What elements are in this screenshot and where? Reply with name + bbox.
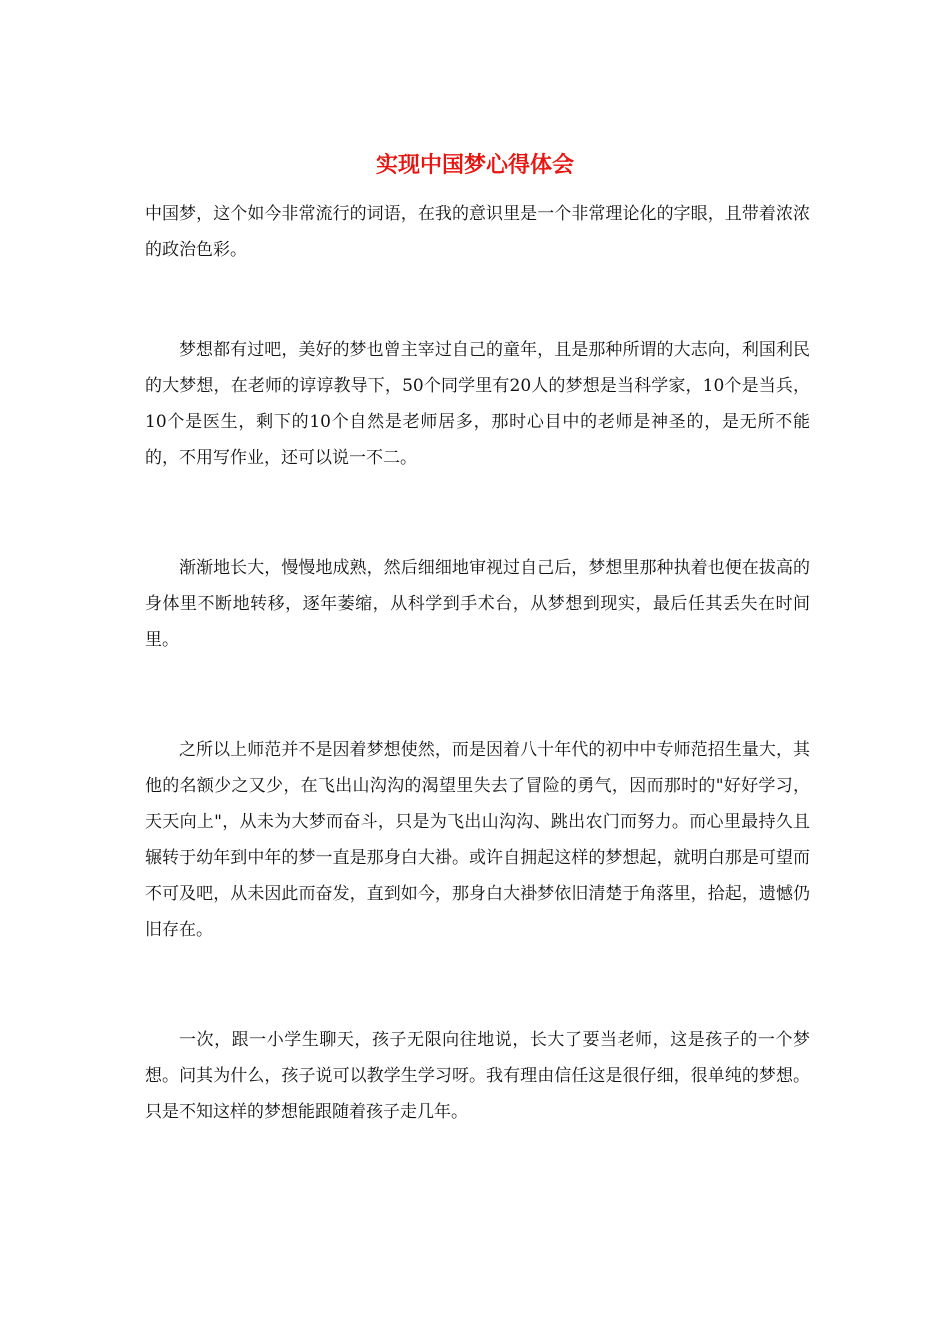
document-title: 实现中国梦心得体会: [375, 152, 574, 178]
paragraph-4: 之所以上师范并不是因着梦想使然，而是因着八十年代的初中中专师范招生量大，其他的名额少之又少，在飞出山沟沟的渴望里失去了冒险的勇气，因而那时的"好好学习，天天向上"，从未为大梦而奋斗，只是为飞出山沟沟、跳出农门而努力。而心里最持久且辗转于幼年到中年的梦一直是那身白大褂。或许自拥起这样的梦想起，就明白那是可望而不可及吧，从未因此而奋发，直到如今，那身白大褂梦依旧清楚于角落里，拾起，遗憾仍旧存在。: [145, 740, 810, 940]
paragraph-5: 一次，跟一小学生聊天，孩子无限向往地说，长大了要当老师，这是孩子的一个梦想。问其为什么，孩子说可以教学生学习呀。我有理由信任这是很仔细，很单纯的梦想。只是不知这样的梦想能跟随着孩子走几年。: [145, 1030, 810, 1122]
paragraph-3: 渐渐地长大，慢慢地成熟，然后细细地审视过自己后，梦想里那种执着也便在拔高的身体里不断地转移，逐年萎缩，从科学到手术台，从梦想到现实，最后任其丢失在时间里。: [145, 558, 810, 650]
paragraph-1: 中国梦，这个如今非常流行的词语，在我的意识里是一个非常理论化的字眼，且带着浓浓的政治色彩。: [145, 204, 810, 260]
paragraph-2: 梦想都有过吧，美好的梦也曾主宰过自己的童年，且是那种所谓的大志向，利国利民的大梦想，在老师的谆谆教导下，50个同学里有20人的梦想是当科学家，10个是当兵，10个是医生，剩下的10个自然是老师居多，那时心目中的老师是神圣的，是无所不能的，不用写作业，还可以说一不二。: [145, 340, 810, 468]
